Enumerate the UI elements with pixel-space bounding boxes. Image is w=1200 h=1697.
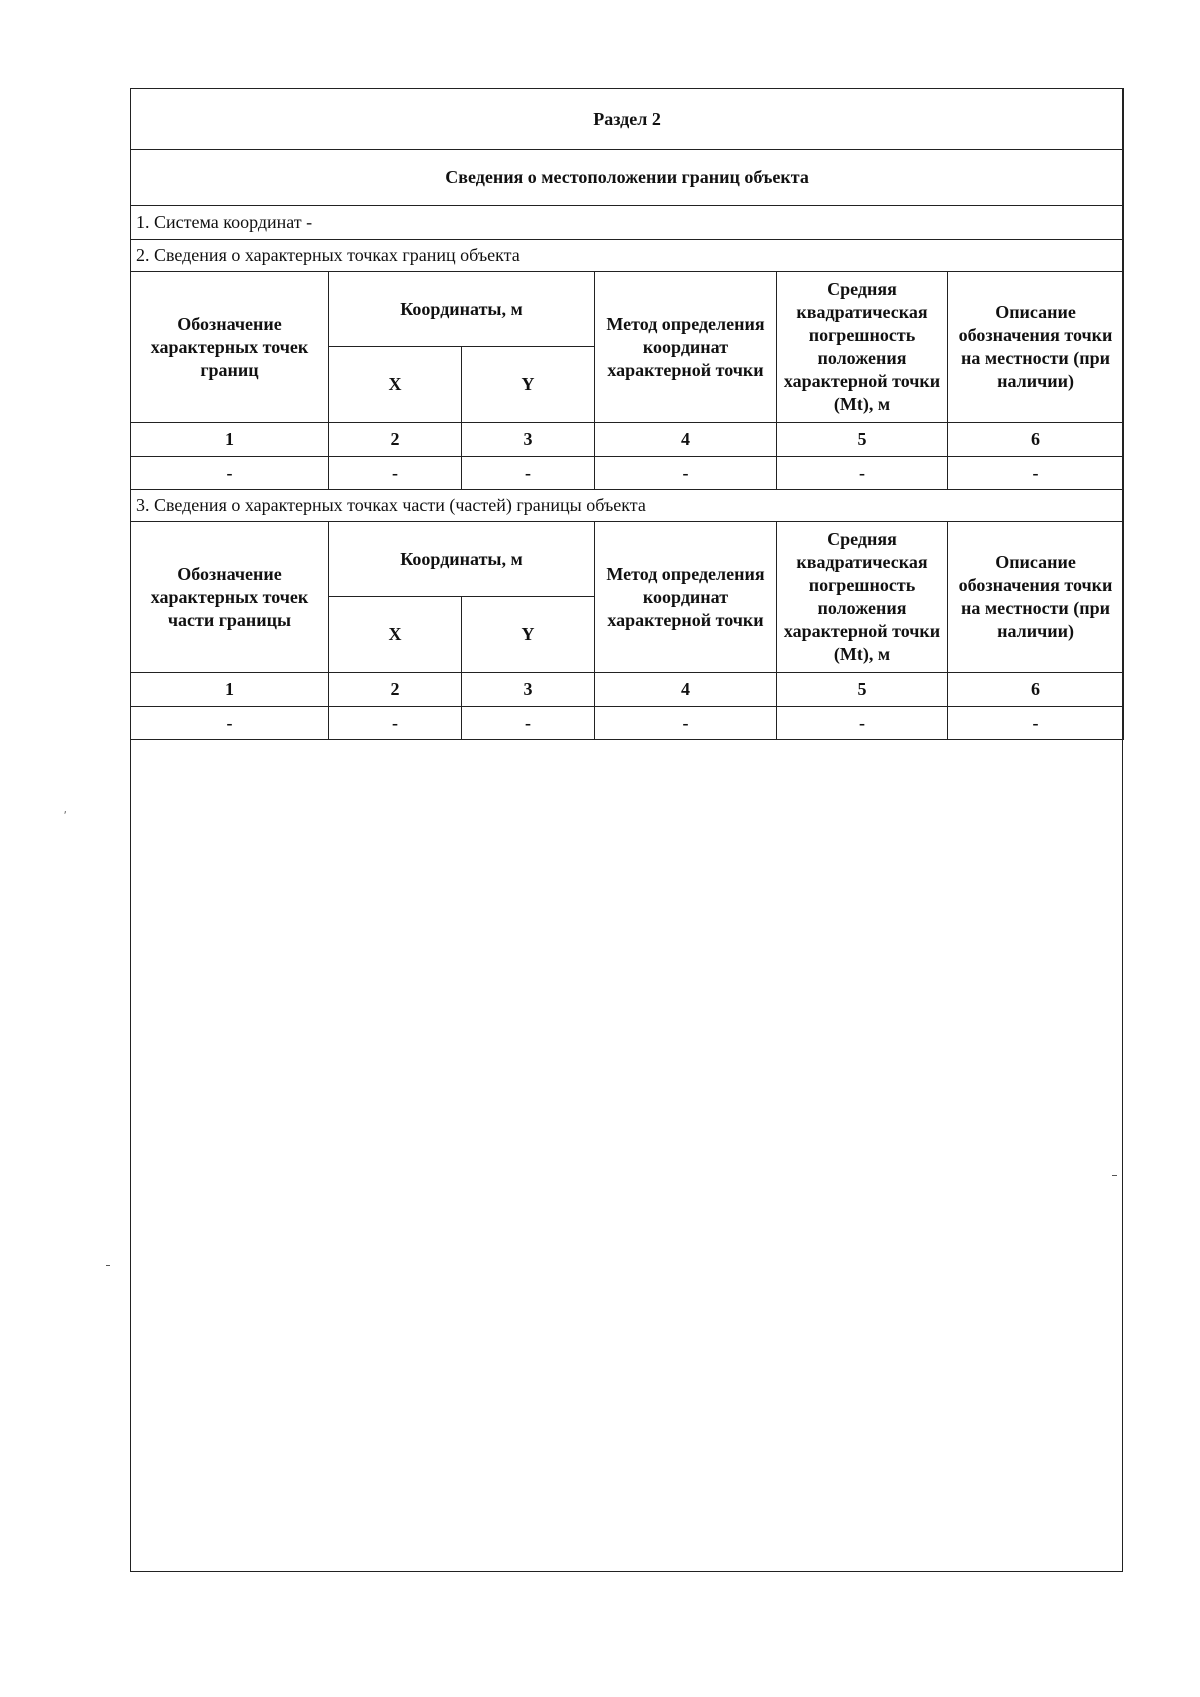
scan-mark <box>106 1265 110 1266</box>
part3-cell-3: - <box>462 707 595 740</box>
part3-method-header: Метод определения координат характерной точки <box>595 522 777 673</box>
part2-cell-3: - <box>462 457 595 490</box>
part2-x-header: X <box>329 347 462 423</box>
part2-error-header: Средняя квадратическая погрешность положения характерной точки (Mt), м <box>777 272 948 423</box>
part2-cell-4: - <box>595 457 777 490</box>
part2-num-5: 5 <box>777 423 948 457</box>
part2-y-header: Y <box>462 347 595 423</box>
part3-cell-4: - <box>595 707 777 740</box>
part3-col1-header: Обозначение характерных точек части границы <box>131 522 329 673</box>
section-title: Раздел 2 <box>131 89 1124 150</box>
part3-desc-header: Описание обозначения точки на местности (при наличии) <box>948 522 1124 673</box>
part3-x-header: X <box>329 597 462 673</box>
part3-num-4: 4 <box>595 673 777 707</box>
part3-num-5: 5 <box>777 673 948 707</box>
section-subtitle: Сведения о местоположении границ объекта <box>131 150 1124 206</box>
part2-cell-1: - <box>131 457 329 490</box>
table-row <box>131 457 1124 490</box>
part3-num-1: 1 <box>131 673 329 707</box>
part3-error-header: Средняя квадратическая погрешность положения характерной точки (Mt), м <box>777 522 948 673</box>
part2-caption: 2. Сведения о характерных точках границ объекта <box>131 240 1124 272</box>
part3-cell-2: - <box>329 707 462 740</box>
part2-num-6: 6 <box>948 423 1124 457</box>
part2-num-1: 1 <box>131 423 329 457</box>
part3-cell-1: - <box>131 707 329 740</box>
part2-num-4: 4 <box>595 423 777 457</box>
part2-cell-6: - <box>948 457 1124 490</box>
part2-cell-2: - <box>329 457 462 490</box>
part3-num-6: 6 <box>948 673 1124 707</box>
part2-desc-header: Описание обозначения точки на местности (при наличии) <box>948 272 1124 423</box>
part3-num-2: 2 <box>329 673 462 707</box>
part3-cell-5: - <box>777 707 948 740</box>
coord-system: 1. Система координат - <box>131 206 1124 240</box>
part2-num-3: 3 <box>462 423 595 457</box>
part3-caption: 3. Сведения о характерных точках части (частей) границы объекта <box>131 490 1124 522</box>
part2-cell-5: - <box>777 457 948 490</box>
part3-coords-header: Координаты, м <box>329 522 595 597</box>
part2-col1-header: Обозначение характерных точек границ <box>131 272 329 423</box>
part3-y-header: Y <box>462 597 595 673</box>
part3-num-3: 3 <box>462 673 595 707</box>
part2-coords-header: Координаты, м <box>329 272 595 347</box>
scan-mark <box>1112 1175 1117 1176</box>
scan-speck: ʹ <box>64 808 67 822</box>
part2-num-2: 2 <box>329 423 462 457</box>
table-row <box>131 707 1124 740</box>
section-table <box>130 88 1124 740</box>
part2-method-header: Метод определения координат характерной точки <box>595 272 777 423</box>
part3-cell-6: - <box>948 707 1124 740</box>
